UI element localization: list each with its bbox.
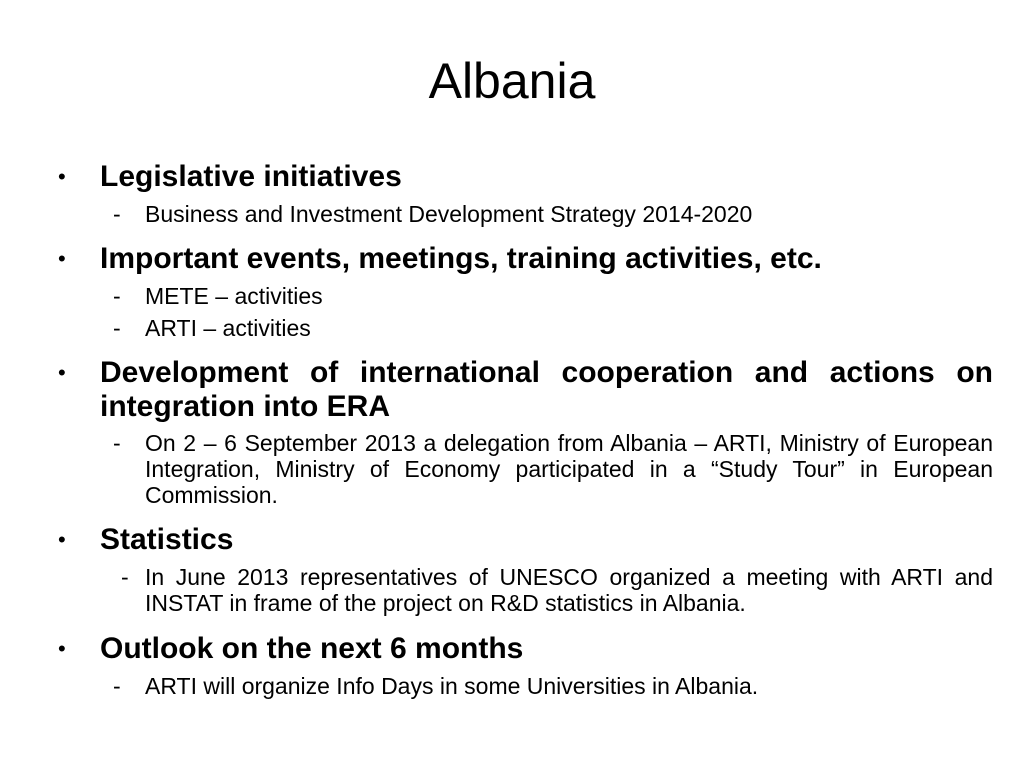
subitem-text: Business and Investment Development Strategy 2014-2020 (145, 201, 753, 227)
subitem-text: On 2 – 6 September 2013 a delegation from Albania – ARTI, Ministry of European Integration, Ministry of Economy participated in a “Study Tour” in European Commission. (145, 430, 993, 508)
bullet-icon: • (58, 636, 66, 661)
dash-icon: - (113, 430, 121, 456)
slide-title: Albania (428, 53, 596, 109)
subitem-text: METE – activities (145, 283, 323, 309)
bullet-icon: • (58, 527, 66, 552)
subitem-text: In June 2013 representatives of UNESCO organized a meeting with ARTI and INSTAT in frame of the project on R&D statistics in Albania. (145, 564, 993, 616)
subitem-text: ARTI – activities (145, 315, 311, 341)
dash-icon: - (113, 201, 121, 227)
dash-icon: - (113, 283, 121, 309)
dash-icon: - (113, 315, 121, 341)
section-heading-outlook: Outlook on the next 6 months (100, 632, 524, 665)
bullet-icon: • (58, 360, 66, 385)
section-heading-events: Important events, meetings, training activities, etc. (100, 242, 822, 275)
section-heading-development: Development of international cooperation and actions on integration into ERA (100, 356, 993, 423)
bullet-icon: • (58, 164, 66, 189)
bullet-icon: • (58, 246, 66, 271)
dash-icon: - (121, 564, 129, 590)
dash-icon: - (113, 673, 121, 699)
subitem-text: ARTI will organize Info Days in some Universities in Albania. (145, 673, 759, 699)
section-heading-statistics: Statistics (100, 523, 234, 556)
section-heading-legislative: Legislative initiatives (100, 160, 402, 193)
